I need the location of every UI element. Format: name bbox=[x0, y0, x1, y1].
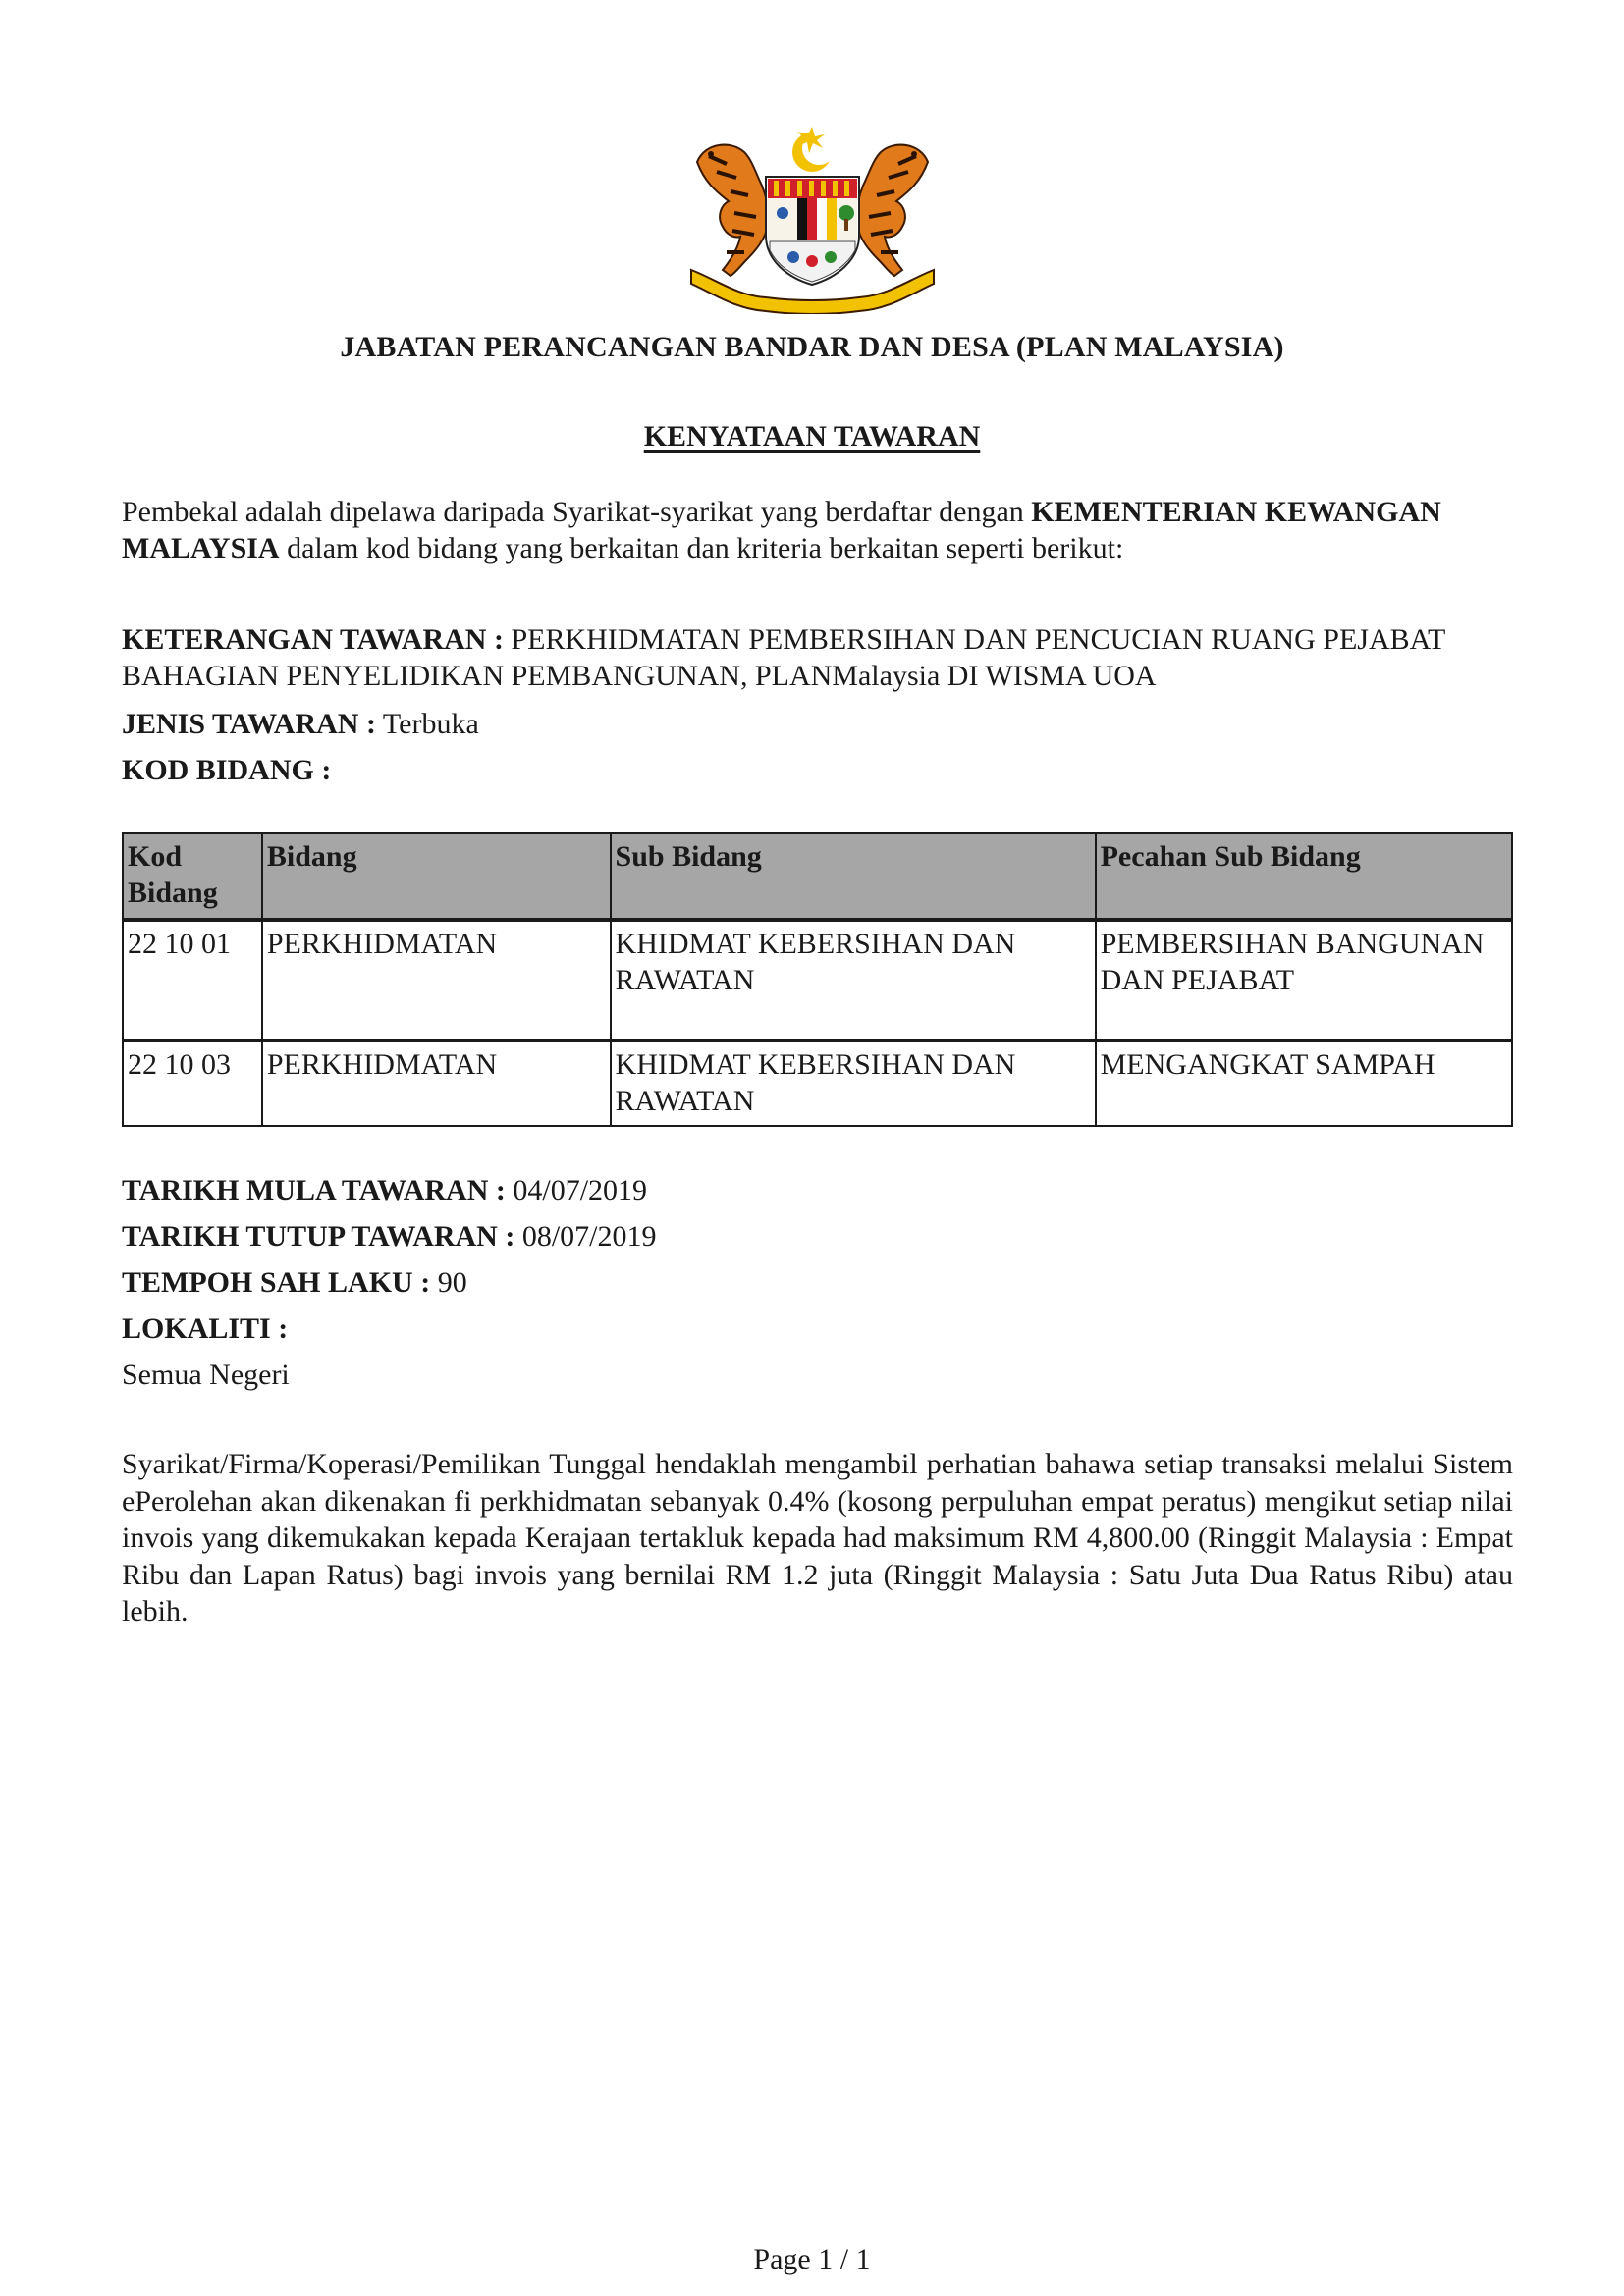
right-tiger-icon bbox=[856, 145, 928, 276]
left-tiger-icon bbox=[697, 145, 769, 276]
cell-pecahan-sub-bidang: MENGANGKAT SAMPAH bbox=[1096, 1041, 1512, 1126]
table-row bbox=[123, 1041, 1512, 1126]
table-row bbox=[123, 920, 1512, 1041]
start-date-label: TARIKH MULA TAWARAN : bbox=[122, 1174, 506, 1206]
header-bidang: Bidang bbox=[262, 833, 611, 920]
offer-type bbox=[122, 706, 1512, 742]
cell-pecahan-sub-bidang: PEMBERSIHAN BANGUNAN DAN PEJABAT bbox=[1096, 920, 1512, 1041]
validity-period-label: TEMPOH SAH LAKU : bbox=[122, 1266, 431, 1299]
offer-type-value: Terbuka bbox=[382, 708, 479, 740]
intro-text-before: Pembekal adalah dipelawa daripada Syarikat-syarikat yang berdaftar dengan bbox=[122, 496, 1032, 528]
field-code-table bbox=[122, 832, 1513, 1127]
locality-heading bbox=[122, 1310, 288, 1347]
cell-sub-bidang: KHIDMAT KEBERSIHAN DAN RAWATAN bbox=[611, 920, 1096, 1041]
offer-description bbox=[122, 621, 1512, 694]
header-pecahan-sub-bidang: Pecahan Sub Bidang bbox=[1096, 833, 1512, 920]
locality-label: LOKALITI : bbox=[122, 1312, 289, 1345]
closing-date-label: TARIKH TUTUP TAWARAN : bbox=[122, 1220, 515, 1253]
cell-sub-bidang: KHIDMAT KEBERSIHAN DAN RAWATAN bbox=[611, 1041, 1096, 1126]
cell-kod-bidang: 22 10 03 bbox=[123, 1041, 262, 1126]
offer-description-label: KETERANGAN TAWARAN : bbox=[122, 623, 504, 656]
cell-kod-bidang: 22 10 01 bbox=[123, 920, 262, 1041]
offer-description-value: PERKHIDMATAN PEMBERSIHAN DAN PENCUCIAN RUANG PEJABAT BAHAGIAN PENYELIDIKAN PEMBANGUNAN, PLANMalaysia DI WISMA UOA bbox=[122, 623, 1445, 692]
header-sub-bidang: Sub Bidang bbox=[611, 833, 1096, 920]
closing-date bbox=[122, 1218, 657, 1255]
service-fee-notice: Syarikat/Firma/Koperasi/Pemilikan Tunggal hendaklah mengambil perhatian bahawa setiap transaksi melalui Sistem ePerolehan akan dikenakan fi perkhidmatan sebanyak 0.4% (kosong perpuluhan empat peratus) mengikut setiap nilai invois yang dikemukakan kepada Kerajaan tertakluk kepada had maksimum RM 4,800.00 (Ringgit Malaysia : Empat Ribu dan Lapan Ratus) bagi invois yang bernilai RM 1.2 juta (Ringgit Malaysia : Satu Juta Dua Ratus Ribu) atau lebih. bbox=[122, 1448, 1513, 1628]
crescent-star-icon bbox=[792, 127, 836, 172]
ministry-name: KEMENTERIAN KEWANGAN MALAYSIA bbox=[122, 496, 1441, 564]
closing-date-value: 08/07/2019 bbox=[521, 1220, 657, 1253]
field-code-heading bbox=[122, 752, 1512, 788]
cell-bidang: PERKHIDMATAN bbox=[262, 1041, 611, 1126]
shield-icon bbox=[766, 177, 859, 285]
table-header-row bbox=[123, 833, 1512, 920]
header-kod-bidang: Kod Bidang bbox=[123, 833, 262, 920]
start-date bbox=[122, 1172, 647, 1208]
validity-period-value: 90 bbox=[437, 1266, 467, 1299]
intro-paragraph bbox=[122, 494, 1512, 566]
page-number: Page 1 / 1 bbox=[753, 2243, 871, 2275]
field-code-label: KOD BIDANG : bbox=[122, 754, 332, 786]
start-date-value: 04/07/2019 bbox=[513, 1174, 648, 1206]
intro-text-after: dalam kod bidang yang berkaitan dan kriteria berkaitan seperti berikut: bbox=[279, 532, 1124, 564]
locality-value: Semua Negeri bbox=[122, 1359, 290, 1391]
validity-period bbox=[122, 1264, 467, 1301]
agency-name: JABATAN PERANCANGAN BANDAR DAN DESA (PLAN MALAYSIA) bbox=[340, 331, 1284, 363]
page-title: KENYATAAN TAWARAN bbox=[643, 420, 981, 453]
offer-type-label: JENIS TAWARAN : bbox=[122, 708, 376, 740]
cell-bidang: PERKHIDMATAN bbox=[262, 920, 611, 1041]
coat-of-arms-emblem bbox=[687, 123, 938, 314]
